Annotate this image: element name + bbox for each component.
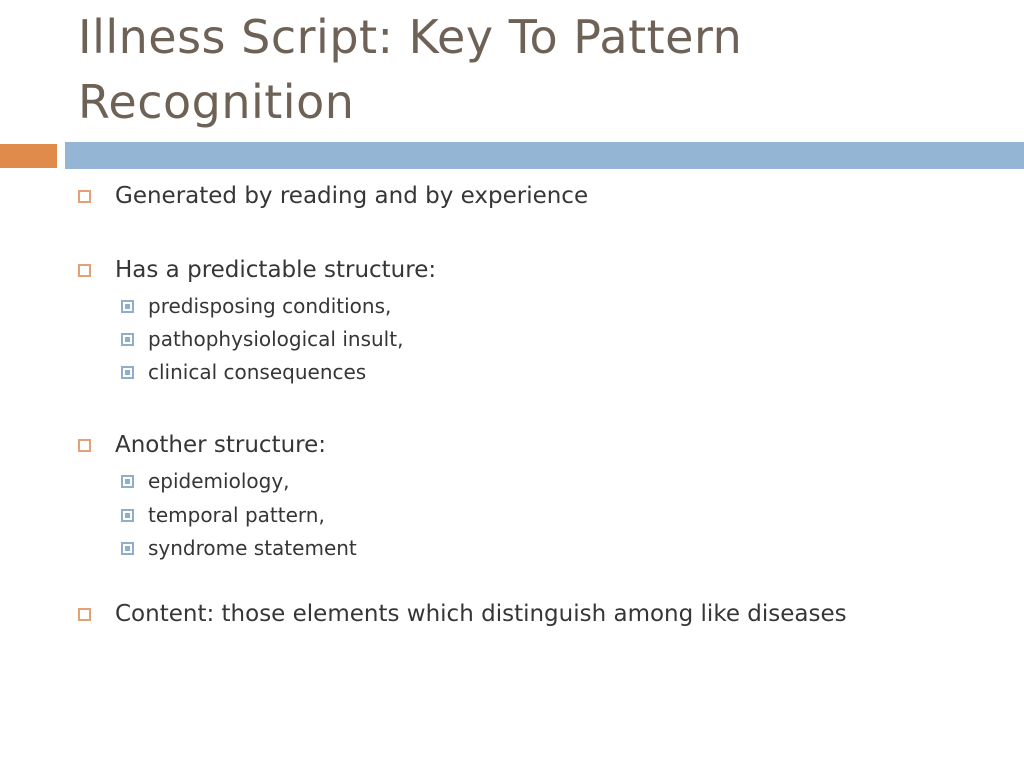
hollow-square-bullet-icon: [78, 608, 91, 621]
slide-title: [78, 5, 742, 135]
filled-square-bullet-icon: [121, 300, 134, 313]
filled-square-bullet-icon: [121, 509, 134, 522]
bullet-text: Has a predictable structure:: [115, 257, 437, 283]
sub-bullet-text: predisposing conditions,: [148, 294, 392, 318]
bullet-text: Content: those elements which distinguish among like diseases: [115, 601, 847, 627]
bullet-item: [78, 598, 847, 630]
filled-square-bullet-icon: [121, 542, 134, 555]
bullet-text: Generated by reading and by experience: [115, 183, 589, 209]
sub-bullet-text: syndrome statement: [148, 536, 357, 560]
filled-square-bullet-center: [125, 546, 130, 551]
filled-square-bullet-center: [125, 479, 130, 484]
sub-bullet-text: temporal pattern,: [148, 503, 325, 527]
bullet-text: Another structure:: [115, 432, 327, 458]
sub-bullet-text: pathophysiological insult,: [148, 327, 404, 351]
hollow-square-bullet-icon: [78, 264, 91, 277]
sub-bullet-item: [121, 290, 391, 322]
bullet-item: [78, 180, 588, 212]
sub-bullet-item: [121, 499, 325, 531]
sub-bullet-item: [121, 465, 290, 497]
filled-square-bullet-icon: [121, 366, 134, 379]
filled-square-bullet-center: [125, 370, 130, 375]
filled-square-bullet-icon: [121, 333, 134, 346]
sub-bullet-item: [121, 532, 357, 564]
filled-square-bullet-center: [125, 304, 130, 309]
blue-header-bar: [65, 142, 1024, 169]
filled-square-bullet-center: [125, 513, 130, 518]
sub-bullet-item: [121, 356, 366, 388]
orange-accent-block: [0, 144, 57, 168]
sub-bullet-item: [121, 323, 403, 355]
slide-title-line-1: Illness Script: Key To Pattern: [78, 10, 743, 64]
bullet-item: [78, 254, 436, 286]
hollow-square-bullet-icon: [78, 439, 91, 452]
hollow-square-bullet-icon: [78, 190, 91, 203]
sub-bullet-text: clinical consequences: [148, 360, 367, 384]
filled-square-bullet-icon: [121, 475, 134, 488]
sub-bullet-text: epidemiology,: [148, 469, 290, 493]
slide-title-line-2: Recognition: [78, 75, 355, 129]
bullet-item: [78, 429, 326, 461]
filled-square-bullet-center: [125, 337, 130, 342]
